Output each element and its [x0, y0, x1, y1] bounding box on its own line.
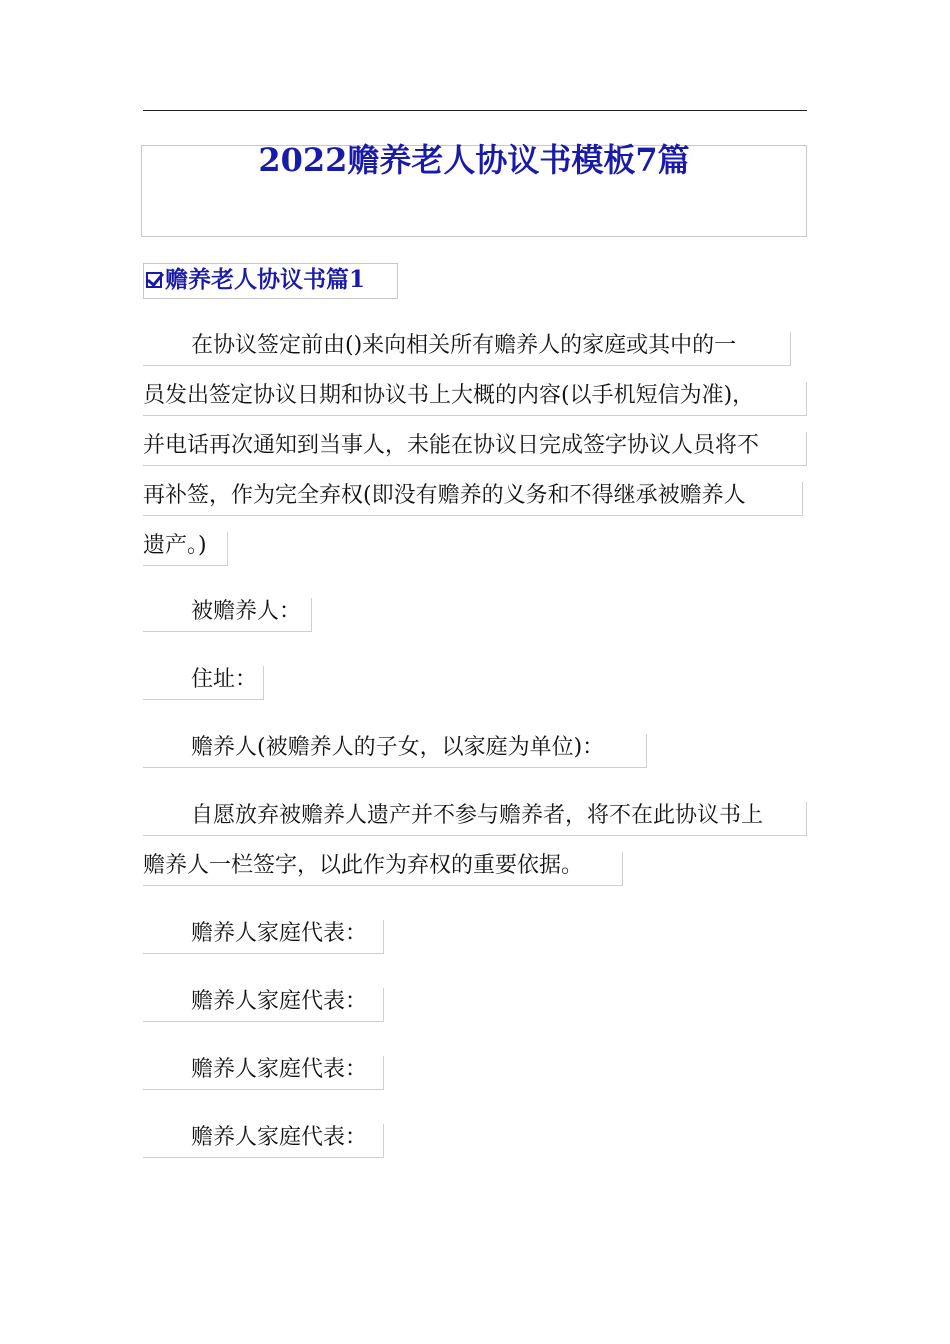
- section-heading-text: 赡养老人协议书篇1: [165, 265, 366, 293]
- paragraph-line: 在协议签定前由()来向相关所有赡养人的家庭或其中的一: [143, 332, 791, 366]
- paragraph-line: 并电话再次通知到当事人，未能在协议日完成签字协议人员将不: [143, 432, 807, 466]
- section-heading: [146, 262, 365, 292]
- supported-person-label: 被赡养人：: [143, 598, 312, 632]
- family-representative-label: 赡养人家庭代表：: [143, 1124, 384, 1158]
- family-representative-label: 赡养人家庭代表：: [143, 988, 384, 1022]
- top-rule: [143, 110, 807, 111]
- paragraph-line: 再补签，作为完全弃权(即没有赡养的义务和不得继承被赡养人: [143, 482, 803, 516]
- supporters-label: 赡养人(被赡养人的子女，以家庭为单位)：: [143, 734, 647, 768]
- checkbox-checked-icon: [146, 272, 162, 288]
- waiver-line: 赡养人一栏签字，以此作为弃权的重要依据。: [143, 852, 623, 886]
- family-representative-label: 赡养人家庭代表：: [143, 920, 384, 954]
- address-label: 住址：: [143, 666, 264, 700]
- paragraph-line: 员发出签定协议日期和协议书上大概的内容(以手机短信为准)，: [143, 382, 807, 416]
- paragraph-line: 遗产。): [143, 532, 228, 566]
- document-title: 2022赡养老人协议书模板7篇: [258, 141, 690, 179]
- waiver-line: 自愿放弃被赡养人遗产并不参与赡养者，将不在此协议书上: [143, 802, 807, 836]
- family-representative-label: 赡养人家庭代表：: [143, 1056, 384, 1090]
